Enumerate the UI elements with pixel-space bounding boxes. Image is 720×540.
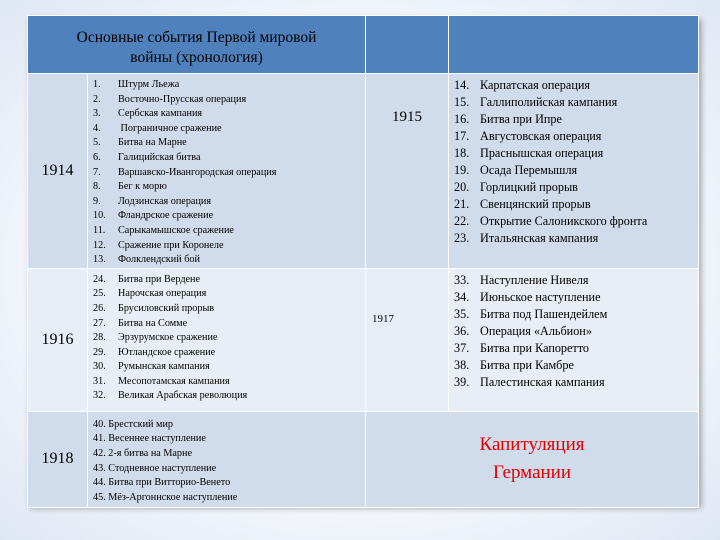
header-empty-cell: [366, 16, 449, 74]
list-item: [93, 317, 365, 332]
list-item: [454, 323, 698, 340]
list-item-text: Открытие Салоникского фронта: [480, 214, 648, 228]
list-item: [454, 306, 698, 323]
list-item-text: Бег к морю: [118, 181, 167, 193]
list-item-number: 7.: [93, 166, 101, 178]
list-item-text: Фолклендский бой: [118, 254, 200, 266]
list-item-text: Битва при Капоретто: [480, 340, 590, 355]
list-item: [93, 180, 365, 195]
list-item-number: 38.: [454, 357, 470, 372]
list-item-text: Наступление Нивеля: [480, 272, 589, 287]
list-item: [454, 94, 698, 111]
list-item: [93, 239, 365, 254]
list-item-number: 22.: [454, 214, 470, 228]
list-item-number: 3.: [93, 108, 101, 120]
list-item-number: 13.: [93, 254, 106, 266]
list-item: [454, 272, 698, 289]
list-item-number: 14.: [454, 78, 470, 92]
list-item-number: 6.: [93, 151, 101, 163]
list-item: [93, 273, 365, 288]
list-item-text: Ютландское сражение: [118, 346, 216, 358]
list-item-text: Лодзинская операция: [118, 195, 212, 207]
list-item-number: 21.: [454, 197, 470, 211]
list-item-number: 12.: [93, 239, 106, 251]
list-item: 45. Мёз-Аргоннское наступление: [93, 491, 238, 503]
list-item-text: Галлиполийская кампания: [480, 95, 618, 109]
list-item: [93, 122, 365, 137]
list-item: [93, 375, 365, 390]
list-item-text: Штурм Льежа: [118, 79, 180, 90]
chronology-table: [27, 15, 699, 508]
list-item-number: 16.: [454, 112, 470, 126]
list-item-number: 9.: [93, 195, 101, 207]
list-item-text: Румынская кампания: [118, 361, 210, 373]
events-cell: [88, 411, 366, 507]
list-item: [454, 162, 698, 179]
list-item-number: 5.: [93, 137, 101, 149]
list-item-number: 11.: [93, 224, 106, 236]
outcome-line1: Капитуляция: [479, 434, 585, 456]
list-item: [93, 166, 365, 181]
events-list: [88, 269, 365, 404]
list-item-text: Сербская кампания: [118, 108, 203, 120]
year-cell: [366, 74, 449, 269]
list-item-text: Нарочская операция: [118, 288, 207, 300]
list-item: [93, 209, 365, 224]
list-item: [454, 213, 698, 230]
events-cell: [449, 74, 699, 269]
list-item-text: Праснышская операция: [480, 146, 604, 160]
table-header-row: [28, 16, 699, 74]
list-item-text: Брусиловский прорыв: [118, 302, 215, 314]
list-item-text: Операция «Альбион»: [480, 323, 592, 338]
list-item: [454, 111, 698, 128]
list-item-text: Галицийская битва: [118, 151, 201, 163]
events-cell: [88, 74, 366, 269]
list-item: [454, 357, 698, 374]
second-year: 1917: [372, 312, 395, 325]
events-list: [88, 412, 365, 506]
list-item-number: 10.: [93, 210, 106, 222]
events-list: [88, 74, 365, 268]
list-item: [93, 331, 365, 346]
list-item-number: 34.: [454, 289, 470, 304]
list-item-text: Битва при Камбре: [480, 357, 574, 372]
list-item-text: Эрзурумское сражение: [118, 332, 218, 344]
outcome-line2: Германии: [493, 462, 572, 484]
list-item-text: Палестинская кампания: [480, 374, 605, 389]
table-title-line2: войны (хронология): [130, 49, 263, 66]
list-item-number: 26.: [93, 302, 106, 314]
list-item-number: 17.: [454, 129, 470, 143]
list-item: [93, 360, 365, 375]
list-item-text: Карпатская операция: [480, 78, 590, 92]
list-item-number: 1.: [93, 79, 101, 90]
list-item-number: 19.: [454, 163, 470, 177]
list-item-number: 8.: [93, 181, 101, 193]
list-item-number: 27.: [93, 317, 106, 329]
list-item-text: Августовская операция: [480, 129, 602, 143]
list-item-text: Свенцянский прорыв: [480, 197, 591, 211]
list-item-text: Битва под Пашендейлем: [480, 306, 608, 321]
table-row-1914: [28, 74, 699, 269]
list-item-number: 32.: [93, 390, 106, 402]
list-item-number: 29.: [93, 346, 106, 358]
list-item: [454, 179, 698, 196]
list-item: [454, 145, 698, 162]
list-item: [93, 93, 365, 108]
list-item: [93, 151, 365, 166]
list-item-number: 24.: [93, 273, 106, 285]
list-item: [93, 253, 365, 268]
list-item-number: 23.: [454, 231, 470, 245]
list-item: 42. 2-я битва на Марне: [93, 447, 192, 459]
list-item-text: Восточно-Прусская операция: [118, 93, 247, 105]
list-item-text: Сражение при Коронеле: [118, 239, 224, 251]
list-item: [93, 224, 365, 239]
list-item-number: 20.: [454, 180, 470, 194]
list-item: [454, 374, 698, 391]
table-title-cell: [28, 16, 366, 74]
year-cell: 1918: [28, 411, 88, 507]
list-item-text: Горлицкий прорыв: [480, 180, 578, 194]
list-item: [93, 346, 365, 361]
list-item: [93, 195, 365, 210]
list-item: [93, 287, 365, 302]
list-item-text: Варшавско-Ивангородская операция: [118, 166, 277, 178]
list-item-text: Великая Арабская революция: [118, 390, 248, 402]
list-item: [454, 196, 698, 213]
list-item: 40. Брестский мир: [93, 418, 174, 430]
events-list: [449, 74, 698, 247]
list-item-number: 37.: [454, 340, 470, 355]
list-item: [454, 230, 698, 247]
year-cell: [366, 268, 449, 411]
list-item-text: Битва при Вердене: [118, 273, 200, 285]
list-item: [454, 128, 698, 145]
list-item-number: 15.: [454, 95, 470, 109]
list-item-text: Сарыкамышское сражение: [118, 224, 234, 236]
list-item-number: 25.: [93, 288, 106, 300]
list-item-text: Осада Перемышля: [480, 163, 578, 177]
list-item: 43. Стодневное наступление: [93, 462, 217, 474]
list-item-text: Месопотамская кампания: [118, 375, 230, 387]
list-item-number: 30.: [93, 361, 106, 373]
list-item-text: Битва на Сомме: [118, 317, 188, 329]
table-row-1916: [28, 268, 699, 411]
year-cell: 1916: [28, 268, 88, 411]
header-empty-cell: [449, 16, 699, 74]
list-item-text: Пограничное сражение: [118, 122, 222, 134]
list-item: [454, 340, 698, 357]
list-item-text: Июньское наступление: [480, 289, 601, 304]
table-row-1918: [28, 411, 699, 507]
list-item: [454, 77, 698, 94]
list-item: [93, 107, 365, 122]
list-item: 41. Весеннее наступление: [93, 433, 206, 445]
list-item-number: 2.: [93, 93, 101, 105]
list-item: [93, 78, 365, 93]
list-item: [454, 289, 698, 306]
events-cell: [88, 268, 366, 411]
list-item: [93, 302, 365, 317]
list-item-number: 35.: [454, 306, 470, 321]
list-item-text: Фландрское сражение: [118, 210, 214, 222]
table-title-line1: Основные события Первой мировой: [76, 29, 317, 46]
list-item-text: Итальянская кампания: [480, 231, 599, 245]
second-year: 1915: [392, 109, 423, 125]
events-cell: [449, 268, 699, 411]
outcome-cell: [366, 411, 699, 507]
list-item-text: Битва на Марне: [118, 137, 187, 149]
list-item-number: 39.: [454, 374, 470, 389]
list-item-number: 18.: [454, 146, 470, 160]
list-item-number: 28.: [93, 332, 106, 344]
list-item-number: 4.: [93, 122, 101, 134]
events-list: [449, 269, 698, 391]
chronology-table-frame: [27, 15, 698, 504]
list-item-number: 31.: [93, 375, 106, 387]
year-cell: 1914: [28, 74, 88, 269]
list-item-number: 33.: [454, 272, 470, 287]
list-item-number: 36.: [454, 323, 470, 338]
list-item: [93, 136, 365, 151]
list-item-text: Битва при Ипре: [480, 112, 562, 126]
list-item: [93, 389, 365, 404]
list-item: 44. Битва при Витторио-Венето: [93, 477, 231, 489]
